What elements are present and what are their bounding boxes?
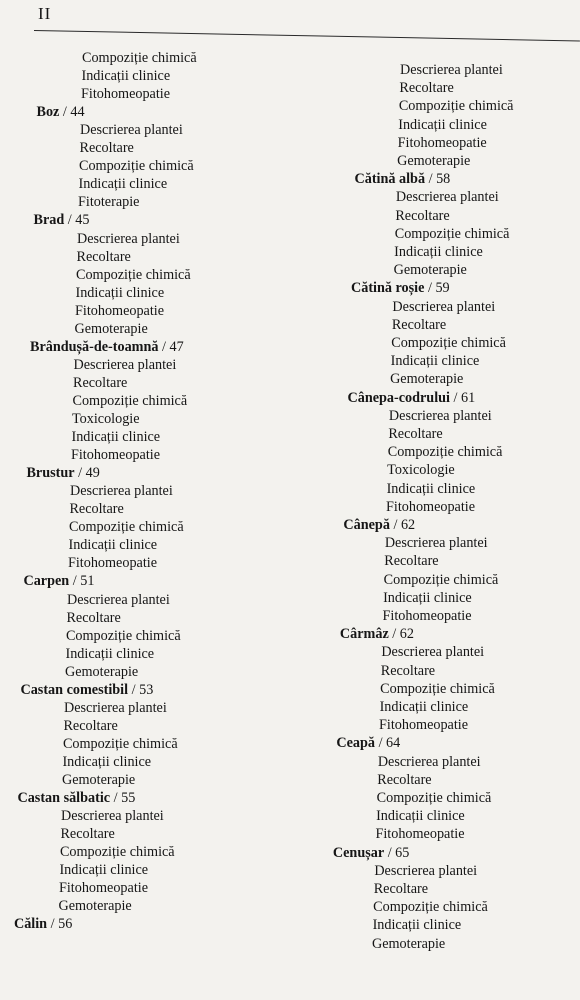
page-reference: / 62 — [389, 517, 416, 533]
toc-subitem: Indicații clinice — [68, 537, 158, 554]
toc-subitem: Recoltare — [377, 771, 432, 788]
toc-subitem: Fitohomeopatie — [74, 302, 165, 319]
toc-subitem: Descrierea plantei — [400, 62, 503, 78]
toc-subitem: Indicații clinice — [75, 284, 165, 301]
toc-subitem: Fitohomeopatie — [58, 880, 149, 897]
plant-name: Cânepa-codrului — [347, 389, 450, 406]
toc-subitem: Recoltare — [79, 140, 134, 157]
page-reference: / 64 — [375, 735, 401, 752]
toc-entry-title — [333, 845, 409, 861]
toc-subitem: Compoziție chimică — [383, 571, 499, 588]
toc-subitem: Recoltare — [60, 826, 115, 843]
toc-subitem: Compoziție chimică — [380, 680, 495, 697]
toc-entry-title — [340, 626, 414, 642]
toc-subitem: Compoziție chimică — [398, 98, 514, 115]
toc-subitem: Indicații clinice — [78, 176, 168, 193]
toc-subitem: Recoltare — [384, 553, 439, 570]
toc-subitem: Descrierea plantei — [60, 808, 164, 825]
toc-subitem: Recoltare — [69, 501, 124, 518]
toc-subitem: Compoziție chimică — [373, 899, 488, 916]
toc-subitem: Fitohomeopatie — [382, 608, 472, 624]
toc-subitem: Indicații clinice — [71, 429, 161, 446]
page-reference: / 47 — [158, 338, 184, 355]
plant-name: Boz — [36, 104, 60, 121]
page-reference: / 58 — [425, 171, 451, 188]
toc-subitem: Compoziție chimică — [376, 790, 492, 806]
plant-name: Cătină roșie — [350, 280, 425, 297]
toc-subitem: Indicații clinice — [394, 244, 483, 260]
toc-subitem: Gemoterapie — [74, 320, 148, 337]
toc-entry-title — [343, 517, 415, 533]
page-reference: / 62 — [388, 626, 414, 643]
page-reference: / 61 — [449, 389, 476, 406]
toc-subitem: Compoziție chimică — [68, 519, 184, 536]
toc-subitem: Compoziție chimică — [78, 158, 194, 175]
toc-subitem: Indicații clinice — [386, 480, 476, 497]
page-reference: / 49 — [74, 465, 100, 482]
plant-name: Cârmâz — [339, 626, 389, 643]
toc-subitem: Descrierea plantei — [374, 862, 478, 879]
page-reference: / 44 — [59, 104, 85, 121]
toc-subitem: Indicații clinice — [390, 353, 480, 370]
toc-subitem: Gemoterapie — [371, 935, 446, 952]
toc-subitem: Fitohomeopatie — [67, 555, 158, 572]
toc-subitem: Descrierea plantei — [392, 298, 496, 315]
toc-entry-title — [351, 280, 450, 296]
toc-subitem: Descrierea plantei — [384, 535, 488, 552]
toc-subitem: Descrierea plantei — [395, 189, 499, 206]
toc-subitem: Fitohomeopatie — [70, 447, 161, 464]
toc-subitem: Descrierea plantei — [388, 407, 492, 424]
plant-name: Ceapă — [336, 735, 376, 752]
toc-subitem: Descrierea plantei — [381, 644, 485, 661]
toc-subitem: Gemoterapie — [397, 153, 471, 169]
plant-name: Cenușar — [332, 844, 385, 861]
plant-name: Brustur — [26, 465, 75, 482]
plant-name: Castan comestibil — [20, 681, 129, 698]
plant-name: Cânepă — [343, 517, 390, 533]
toc-subitem: Gemoterapie — [58, 898, 132, 915]
toc-subitem: Indicații clinice — [398, 116, 487, 133]
toc-subitem: Recoltare — [399, 80, 454, 97]
toc-subitem: Gemoterapie — [390, 371, 464, 388]
plant-name: Cătină albă — [354, 171, 426, 188]
toc-subitem: Recoltare — [66, 609, 121, 626]
toc-subitem: Descrierea plantei — [69, 483, 173, 500]
page-reference: / 59 — [424, 280, 450, 297]
page-number: II — [38, 4, 52, 23]
toc-subitem: Compoziție chimică — [75, 266, 191, 283]
toc-subitem: Recoltare — [391, 316, 447, 333]
toc-subitem: Toxicologie — [387, 462, 455, 479]
plant-name: Carpen — [23, 573, 70, 590]
toc-subitem: Descrierea plantei — [66, 591, 170, 608]
plant-name: Brândușă-de-toamnă — [29, 338, 159, 355]
toc-subitem: Fitohomeopatie — [385, 498, 476, 515]
plant-name: Castan sălbatic — [17, 790, 111, 807]
toc-subitem: Recoltare — [388, 426, 443, 442]
toc-subitem: Recoltare — [76, 248, 131, 265]
toc-entry-title — [336, 735, 400, 751]
page-reference: / 55 — [110, 790, 136, 807]
toc-subitem: Compoziție chimică — [59, 844, 175, 861]
toc-subitem: Fitohomeopatie — [397, 134, 487, 151]
toc-subitem: Compoziție chimică — [394, 225, 510, 242]
toc-subitem: Indicații clinice — [372, 917, 462, 934]
toc-subitem: Compoziție chimică — [72, 392, 188, 409]
toc-subitem: Recoltare — [395, 207, 450, 224]
toc-subitem: Indicații clinice — [379, 699, 469, 715]
toc-subitem: Recoltare — [63, 717, 118, 734]
toc-subitem: Compoziție chimică — [62, 735, 178, 752]
toc-subitem: Descrierea plantei — [377, 753, 481, 770]
toc-subitem: Gemoterapie — [64, 663, 139, 680]
toc-subitem: Descrierea plantei — [76, 230, 180, 247]
toc-entry-title — [354, 171, 450, 187]
plant-name: Călin — [13, 916, 48, 933]
page-reference: / 65 — [384, 844, 410, 861]
toc-subitem: Toxicologie — [71, 411, 140, 427]
toc-subitem: Fitohomeopatie — [80, 86, 171, 103]
toc-subitem: Compoziție chimică — [391, 335, 506, 351]
toc-subitem: Recoltare — [373, 881, 429, 897]
page-reference: / 53 — [128, 681, 154, 698]
toc-subitem: Recoltare — [380, 662, 436, 679]
toc-subitem: Gemoterapie — [61, 772, 136, 788]
page-reference: / 51 — [69, 573, 95, 590]
toc-subitem: Fitoterapie — [77, 194, 140, 211]
toc-subitem: Compoziție chimică — [65, 627, 181, 644]
toc-subitem: Descrierea plantei — [63, 699, 167, 716]
plant-name: Brad — [33, 212, 65, 229]
toc-entry-title — [347, 390, 475, 406]
toc-subitem: Recoltare — [72, 374, 128, 391]
toc-subitem: Compoziție chimică — [387, 444, 503, 461]
toc-subitem: Gemoterapie — [393, 262, 467, 279]
toc-subitem: Indicații clinice — [62, 753, 152, 770]
toc-subitem: Indicații clinice — [376, 808, 465, 825]
toc-subitem: Indicații clinice — [383, 589, 472, 606]
toc-subitem: Descrierea plantei — [79, 122, 183, 139]
toc-subitem: Indicații clinice — [81, 68, 171, 85]
toc-subitem: Compoziție chimică — [82, 50, 197, 66]
toc-subitem: Indicații clinice — [59, 862, 149, 879]
toc-subitem: Fitohomeopatie — [378, 717, 469, 734]
page-reference: / 56 — [47, 916, 73, 933]
toc-subitem: Descrierea plantei — [73, 356, 177, 373]
toc-subitem: Fitohomeopatie — [375, 826, 465, 843]
toc-subitem: Indicații clinice — [65, 645, 155, 662]
page-reference: / 45 — [64, 212, 90, 229]
